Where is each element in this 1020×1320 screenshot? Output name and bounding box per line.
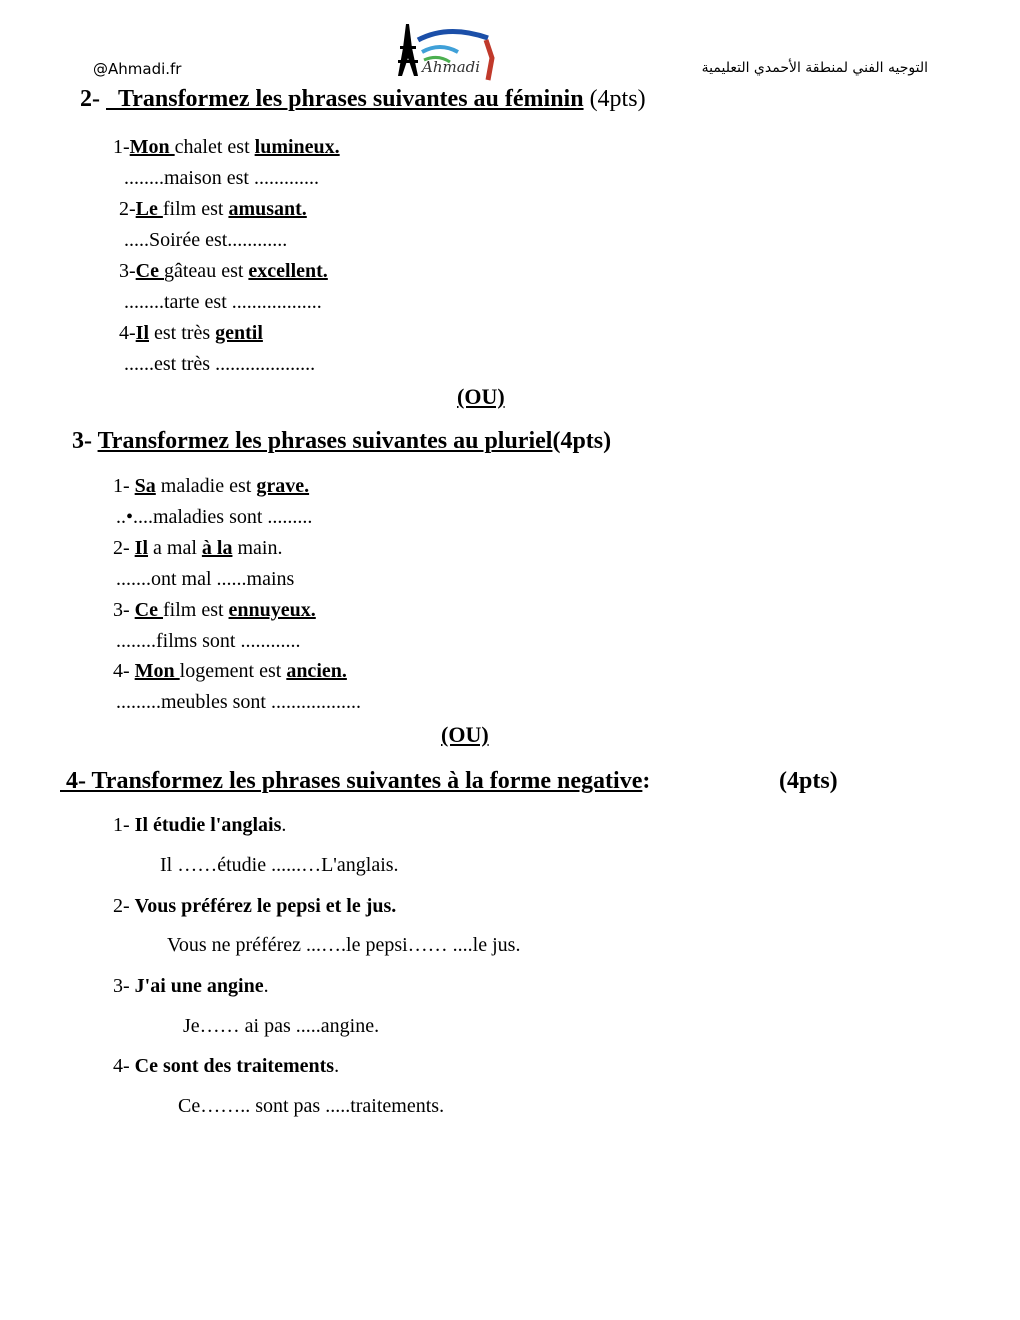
s3-item-1: 1- Sa maladie est grave. xyxy=(113,475,310,497)
header-left-text: @Ahmadi.fr xyxy=(93,60,182,78)
s2-answer-2: .....Soirée est............ xyxy=(124,229,288,251)
section-4-title: 4- Transformez les phrases suivantes à la forme negative: xyxy=(66,768,651,794)
s2-item-3: 3-Ce gâteau est excellent. xyxy=(119,260,328,282)
s3-answer-3: ........films sont ............ xyxy=(116,630,301,652)
s4-answer-4: Ce…….. sont pas .....traitements. xyxy=(178,1095,445,1117)
s3-item-4: 4- Mon logement est ancien. xyxy=(113,660,347,682)
section-4-points: (4pts) xyxy=(779,768,838,794)
inspection-logo xyxy=(388,18,506,82)
s2-item-2: 2-Le film est amusant. xyxy=(119,198,307,220)
s3-item-3: 3- Ce film est ennuyeux. xyxy=(113,599,316,621)
s3-answer-4: .........meubles sont .................. xyxy=(116,691,361,713)
s2-item-1: 1-Mon chalet est lumineux. xyxy=(113,136,340,158)
s3-item-2: 2- Il a mal à la main. xyxy=(113,537,283,559)
eiffel-tower-logo-icon xyxy=(388,18,506,82)
or-divider-1: (OU) xyxy=(457,384,505,409)
s2-answer-4: ......est très .................... xyxy=(124,353,316,375)
header-right-text: التوجيه الفني لمنطقة الأحمدي التعليمية xyxy=(701,60,928,76)
s4-item-3: 3- J'ai une angine. xyxy=(113,975,269,997)
s2-answer-1: ........maison est ............. xyxy=(124,167,319,189)
s2-answer-3: ........tarte est .................. xyxy=(124,291,322,313)
s4-item-4: 4- Ce sont des traitements. xyxy=(113,1055,340,1077)
section-3-title: 3- Transformez les phrases suivantes au pluriel(4pts) xyxy=(72,428,612,454)
svg-text:Ahmadi: Ahmadi xyxy=(422,58,481,76)
s2-item-4: 4-Il est très gentil xyxy=(119,322,263,344)
s4-answer-2: Vous ne préférez ...….le pepsi…… ....le jus. xyxy=(167,934,521,956)
section-2-title: 2- Transformez les phrases suivantes au féminin (4pts) xyxy=(80,86,646,112)
s4-item-2: 2- Vous préférez le pepsi et le jus. xyxy=(113,895,397,917)
s4-answer-1: Il ……étudie ......…L'anglais. xyxy=(160,854,399,876)
s3-answer-2: .......ont mal ......mains xyxy=(116,568,295,590)
s4-answer-3: Je…… ai pas .....angine. xyxy=(183,1015,380,1037)
s3-answer-1: ..•....maladies sont ......... xyxy=(116,506,313,528)
s4-item-1: 1- Il étudie l'anglais. xyxy=(113,814,287,836)
or-divider-2: (OU) xyxy=(441,722,489,747)
